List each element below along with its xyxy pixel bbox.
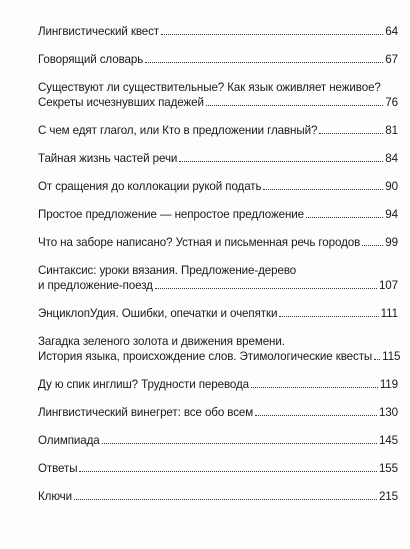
toc-entry-page: 67 — [385, 53, 398, 66]
toc-entry-page: 99 — [385, 236, 398, 249]
toc-entry — [38, 207, 398, 222]
dot-leader — [155, 288, 377, 289]
dot-leader — [179, 161, 383, 162]
table-of-contents — [38, 24, 401, 504]
toc-entry-page: 84 — [385, 152, 398, 165]
toc-entry-title: Лингвистический квест — [38, 25, 160, 38]
dot-leader — [263, 189, 383, 190]
toc-entry — [38, 433, 398, 448]
toc-entry-page: 81 — [385, 124, 398, 137]
toc-entry — [38, 377, 398, 392]
toc-entry-title-line: Существуют ли существительные? Как язык оживляет неживое? — [38, 81, 381, 94]
toc-entry — [38, 151, 398, 166]
dot-leader — [306, 217, 383, 218]
toc-entry-title: Что на заборе написано? Устная и письменная речь городов — [38, 236, 361, 249]
toc-entry — [38, 52, 398, 67]
toc-entry-title: и предложение-поезд — [38, 279, 153, 292]
dot-leader — [206, 105, 383, 106]
dot-leader — [362, 245, 383, 246]
toc-entry-title: Тайная жизнь частей речи — [38, 152, 178, 165]
toc-entry-title: ЭнциклопУдия. Ошибки, опечатки и очепятки — [38, 307, 278, 320]
toc-entry-page: 111 — [380, 307, 398, 320]
toc-entry — [38, 235, 398, 250]
dot-leader — [145, 62, 383, 63]
toc-entry-page: 76 — [385, 96, 398, 109]
dot-leader — [374, 359, 380, 360]
toc-entry — [38, 334, 401, 364]
dot-leader — [319, 133, 383, 134]
dot-leader — [79, 471, 376, 472]
dot-leader — [74, 499, 377, 500]
toc-entry-title-line: Загадка зеленого золота и движения времени. — [38, 335, 285, 348]
dot-leader — [161, 34, 383, 35]
toc-entry-title: История языка, происхождение слов. Этимологические квесты — [38, 350, 373, 363]
toc-entry-page: 64 — [385, 25, 398, 38]
toc-entry-page: 130 — [378, 406, 398, 419]
toc-entry-page: 115 — [382, 350, 401, 363]
dot-leader — [255, 415, 377, 416]
toc-entry-title: Олимпиада — [38, 434, 100, 447]
toc-entry-title: Ду ю спик инглиш? Трудности перевода — [38, 378, 249, 391]
toc-entry — [38, 461, 398, 476]
toc-entry — [38, 123, 398, 138]
toc-entry-page: 215 — [378, 490, 398, 503]
toc-entry — [38, 405, 398, 420]
toc-entry-title: Секреты исчезнувших падежей — [38, 96, 204, 109]
toc-entry-title: Ключи — [38, 490, 72, 503]
toc-entry — [38, 80, 398, 110]
toc-entry-page: 119 — [379, 378, 398, 391]
toc-entry-page: 107 — [378, 279, 398, 292]
dot-leader — [279, 316, 378, 317]
toc-entry — [38, 306, 398, 321]
toc-entry — [38, 489, 398, 504]
toc-entry-title: От сращения до коллокации рукой подать — [38, 180, 262, 193]
toc-entry-title: Простое предложение — непростое предложение — [38, 208, 305, 221]
toc-entry-title: С чем едят глагол, или Кто в предложении главный? — [38, 124, 318, 137]
toc-entry-title: Ответы — [38, 462, 78, 475]
toc-entry — [38, 263, 398, 293]
toc-entry-title: Лингвистический винегрет: все обо всем — [38, 406, 254, 419]
toc-entry-title-line: Синтаксис: уроки вязания. Предложение-дерево — [38, 264, 297, 277]
toc-entry-title: Говорящий словарь — [38, 53, 144, 66]
toc-entry — [38, 24, 398, 39]
toc-entry-page: 90 — [385, 180, 398, 193]
dot-leader — [102, 443, 377, 444]
toc-entry-page: 94 — [385, 208, 398, 221]
dot-leader — [251, 387, 378, 388]
toc-entry-page: 145 — [378, 434, 398, 447]
toc-entry-page: 155 — [378, 462, 398, 475]
toc-entry — [38, 179, 398, 194]
